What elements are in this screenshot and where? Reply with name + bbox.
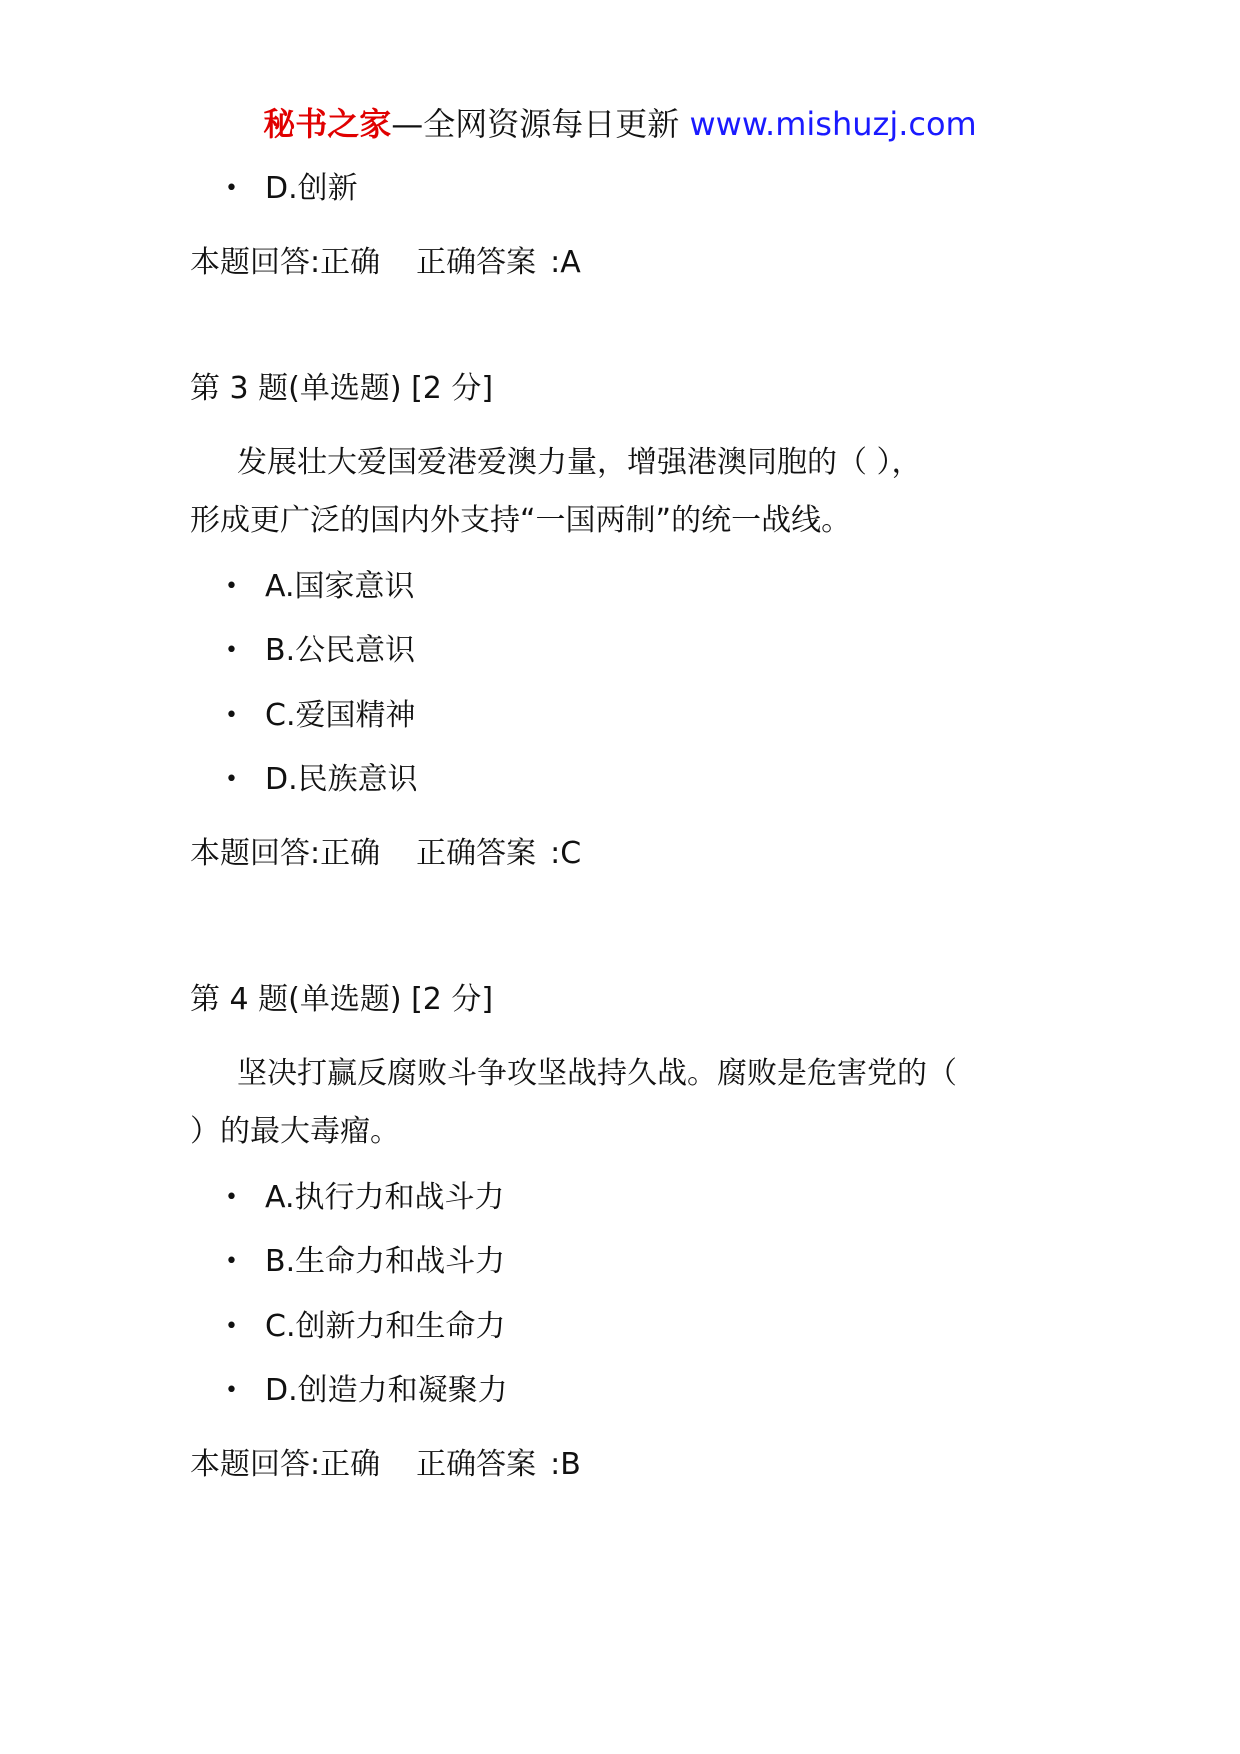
- correct-answer-label: 正确答案: [416, 836, 537, 871]
- option-letter: D.: [265, 1373, 298, 1408]
- question-heading: 第 4 题(单选题) [2 分]: [190, 982, 494, 1017]
- option-text: 执行力和战斗力: [294, 1180, 505, 1215]
- option-letter: C.: [265, 1309, 296, 1344]
- question-heading: 第 3 题(单选题) [2 分]: [190, 371, 494, 406]
- option-item: [225, 1307, 505, 1347]
- option-letter: C.: [265, 698, 296, 733]
- bullet-icon: [225, 631, 265, 671]
- correct-answer-label: 正确答案: [416, 245, 537, 280]
- answer-label: 本题回答:正确: [190, 1447, 381, 1482]
- option-item: [225, 1178, 505, 1218]
- question-stem-line: 坚决打赢反腐败斗争攻坚战持久战。腐败是危害党的（: [237, 1056, 957, 1091]
- option-letter: A.: [265, 569, 295, 604]
- option-text: 创新力和生命力: [295, 1309, 506, 1344]
- question-stem-line: 形成更广泛的国内外支持“一国两制”的统一战线。: [190, 503, 852, 538]
- option-text: 生命力和战斗力: [295, 1244, 506, 1279]
- answer-line: [190, 1445, 581, 1485]
- answer-line: [190, 243, 581, 283]
- answer-line: [190, 834, 581, 874]
- option-letter: B.: [265, 1244, 296, 1279]
- header-brand: 秘书之家: [263, 105, 392, 143]
- bullet-icon: [225, 1242, 265, 1282]
- option-item: [225, 760, 418, 800]
- option-item: [225, 567, 415, 607]
- option-text: 爱国精神: [295, 698, 416, 733]
- option-letter: A.: [265, 1180, 295, 1215]
- question-stem-line: ）的最大毒瘤。: [190, 1114, 400, 1149]
- option-letter: D.: [265, 171, 298, 206]
- bullet-icon: [225, 1307, 265, 1347]
- option-text: 国家意识: [294, 569, 415, 604]
- bullet-icon: [225, 169, 265, 209]
- option-item: [225, 169, 358, 209]
- bullet-icon: [225, 1371, 265, 1411]
- option-item: [225, 696, 415, 736]
- option-item: [225, 631, 415, 671]
- bullet-icon: [225, 567, 265, 607]
- question-stem-line: 发展壮大爱国爱港爱澳力量，增强港澳同胞的（ ），: [237, 445, 922, 480]
- option-letter: D.: [265, 762, 298, 797]
- answer-label: 本题回答:正确: [190, 245, 381, 280]
- correct-answer-value: :B: [550, 1447, 581, 1482]
- option-text: 民族意识: [297, 762, 418, 797]
- correct-answer-value: :C: [550, 836, 582, 871]
- correct-answer-value: :A: [550, 245, 581, 280]
- bullet-icon: [225, 760, 265, 800]
- option-text: 公民意识: [295, 633, 416, 668]
- header-tagline: —全网资源每日更新: [391, 105, 680, 143]
- bullet-icon: [225, 696, 265, 736]
- correct-answer-label: 正确答案: [416, 1447, 537, 1482]
- header-url-link[interactable]: www.mishuzj.com: [689, 105, 977, 143]
- option-item: [225, 1242, 505, 1282]
- option-item: [225, 1371, 508, 1411]
- answer-label: 本题回答:正确: [190, 836, 381, 871]
- option-letter: B.: [265, 633, 296, 668]
- bullet-icon: [225, 1178, 265, 1218]
- option-text: 创造力和凝聚力: [297, 1373, 508, 1408]
- option-text: 创新: [297, 171, 358, 206]
